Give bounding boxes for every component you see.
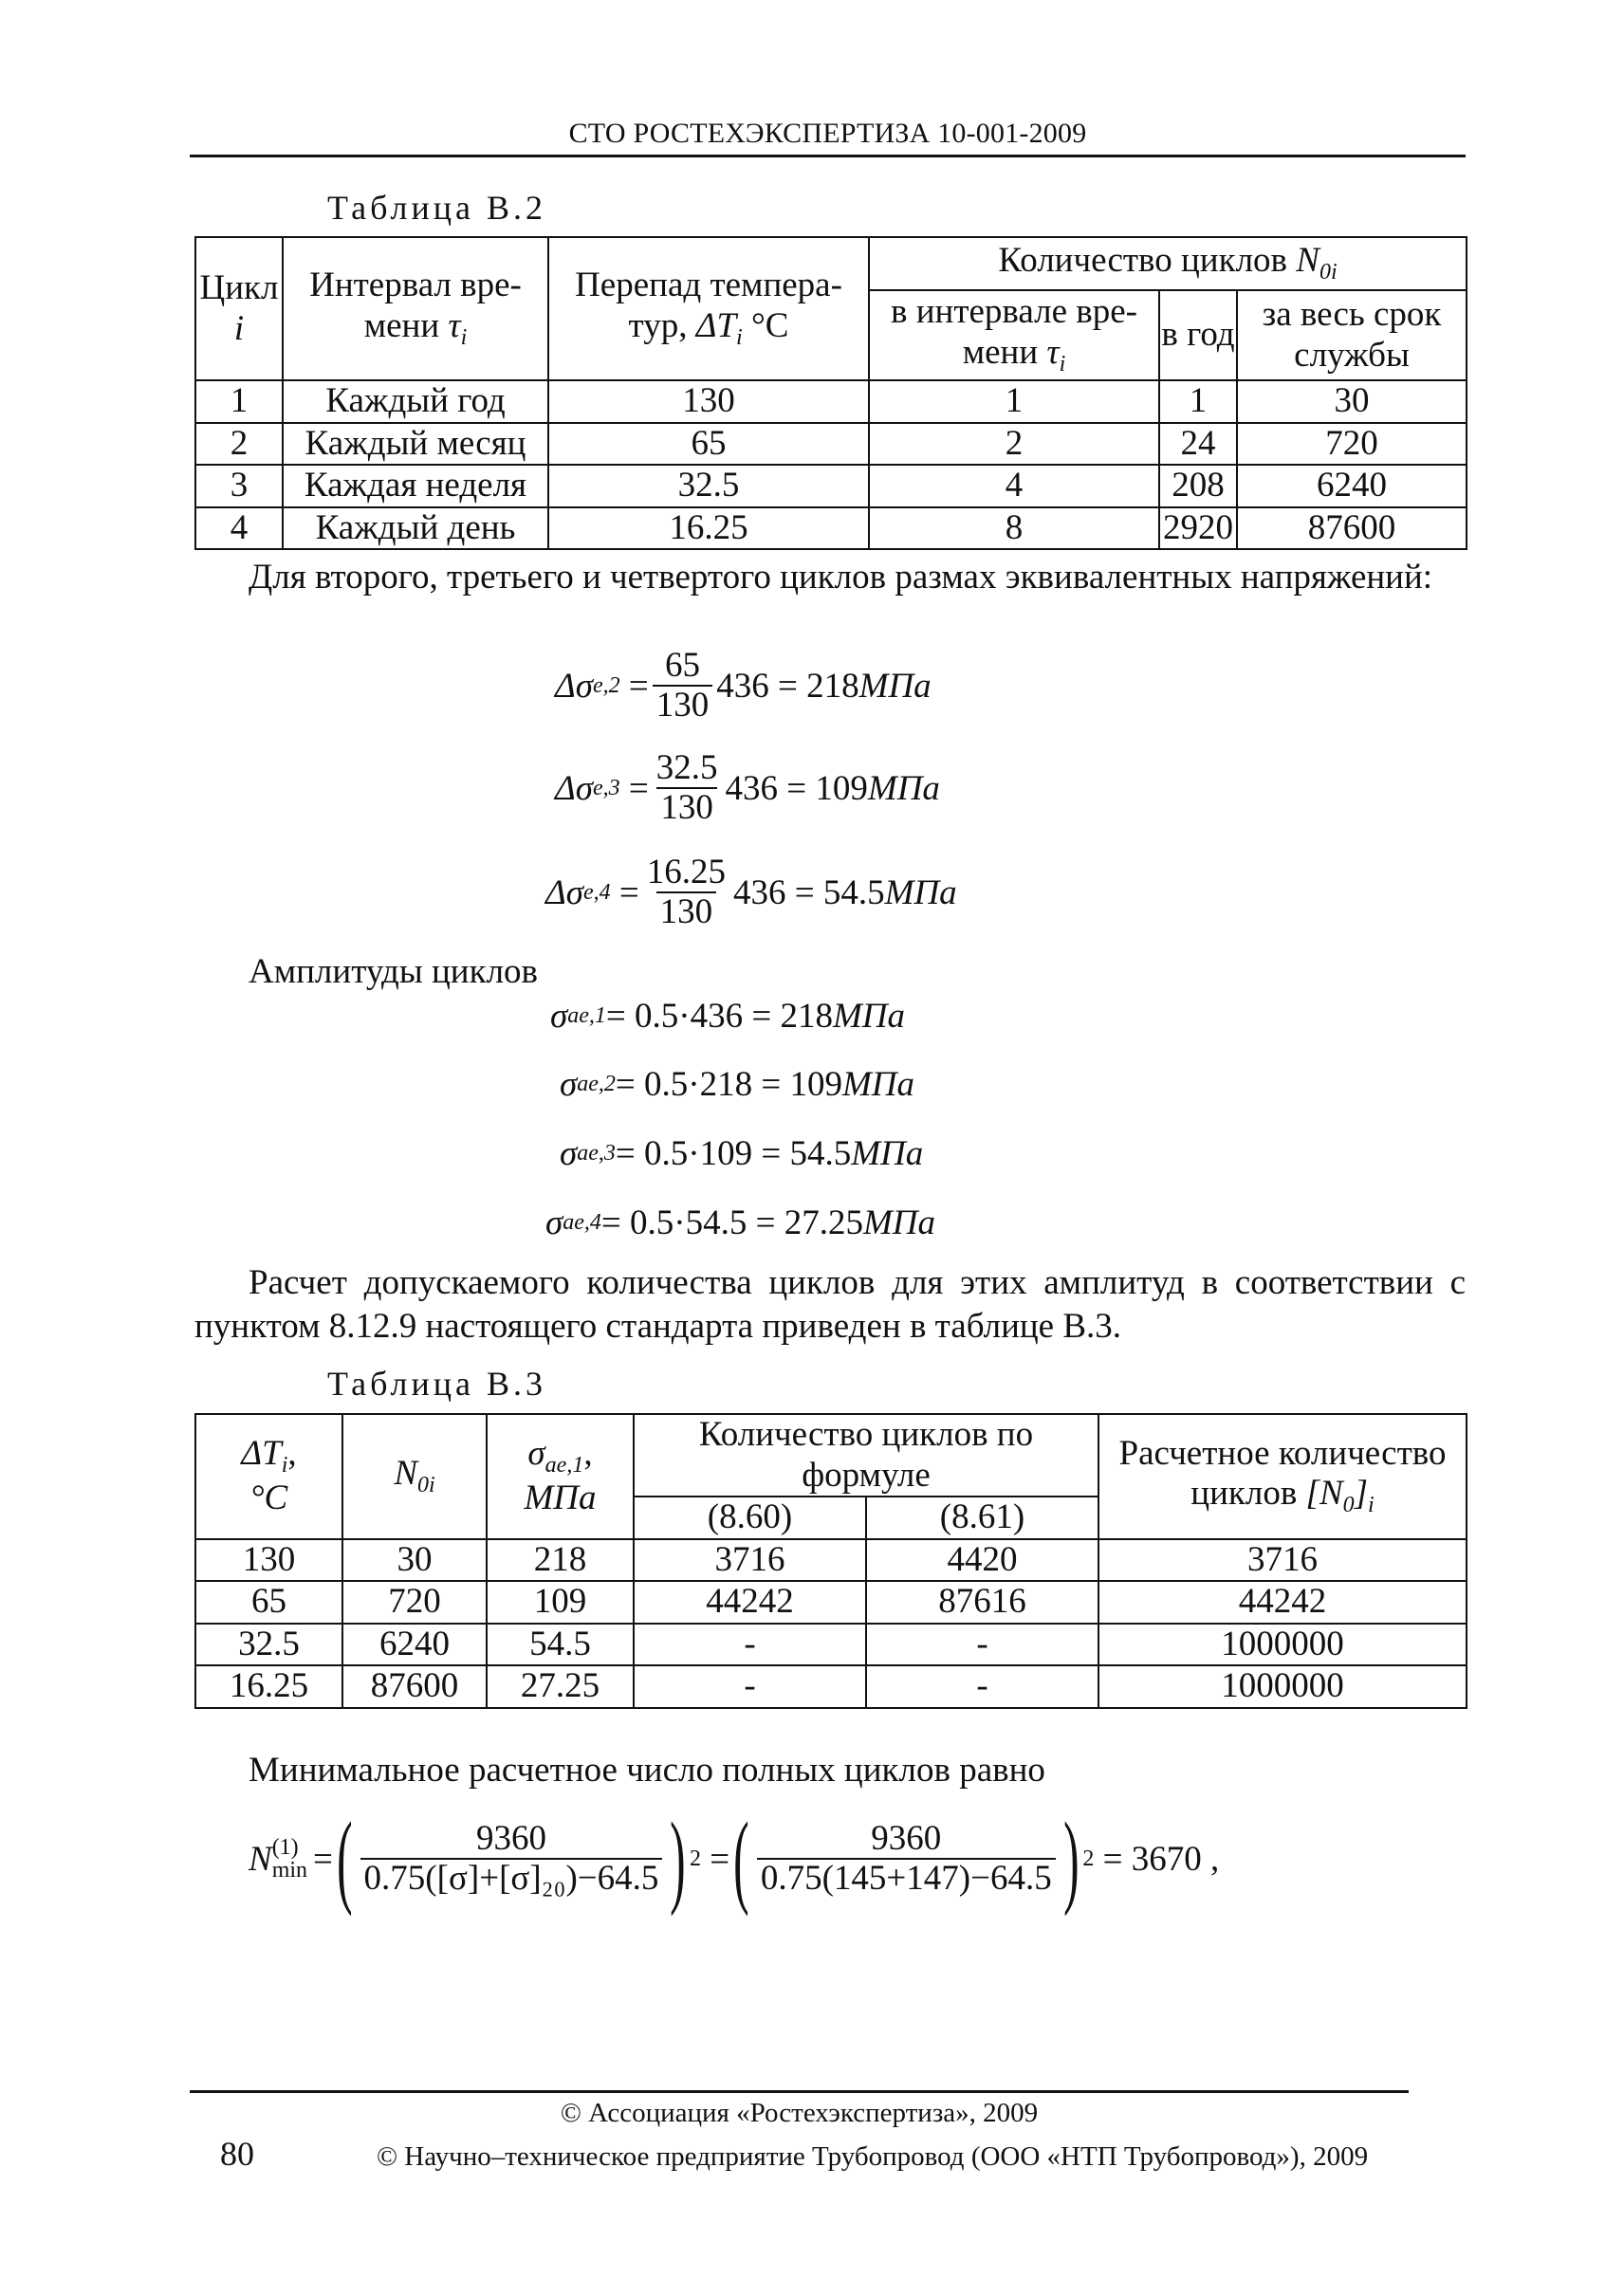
cell-interval: Каждый месяц [283, 423, 548, 466]
formula-n-min: N (1) min = ( $\frac{9360}{\text{0.75([σ]+[σ]₂₀)−64.5}}$ ) 2 = ( $\frac{9360}{0.75(145+147)-64.5}$ ) 2 = 3670 , [249, 1801, 1220, 1917]
cell-f860: 44242 [634, 1581, 866, 1624]
cell-n-year: 24 [1159, 423, 1237, 466]
footer-copyright-ntp: © Научно–техническое предприятие Трубопровод (ООО «НТП Трубопровод»), 2009 [377, 2141, 1369, 2172]
header-dt: $\Delta T_i$, °C [195, 1414, 342, 1539]
cell-n-total: 87600 [1237, 507, 1467, 550]
cell-calc: 44242 [1098, 1581, 1467, 1624]
cell-sigma: 27.25 [487, 1665, 634, 1708]
cell-interval: Каждый год [283, 380, 548, 423]
cell-sigma: 218 [487, 1539, 634, 1582]
table-row [195, 1665, 1467, 1708]
table-row [195, 465, 1467, 507]
cell-n-total: 720 [1237, 423, 1467, 466]
cell-n-total: 30 [1237, 380, 1467, 423]
cell-n-year: 2920 [1159, 507, 1237, 550]
table-row [195, 380, 1467, 423]
footer-rule [190, 2090, 1409, 2093]
cell-dt: 65 [195, 1581, 342, 1624]
cell-f860: - [634, 1624, 866, 1666]
header-rule [190, 155, 1466, 157]
table-row [195, 423, 1467, 466]
header-n0: $N_{0i}$ [342, 1414, 487, 1539]
formula-amp-1: σ ae,1 = 0.5·436 = 218 МПа [550, 997, 906, 1036]
cell-f861: - [866, 1624, 1098, 1666]
paragraph-ranges: Для второго, третьего и четвертого циклов размах эквивалентных напряжений: [249, 558, 1433, 597]
cell-n-interval: 4 [869, 465, 1159, 507]
table-b2-caption: Таблица В.2 [327, 189, 546, 227]
header-count-group: Количество циклов $N_{0i}$ [869, 237, 1467, 290]
formula-amp-2: σ ae,2 = 0.5·218 = 109 МПа [560, 1065, 915, 1104]
cell-n0: 87600 [342, 1665, 487, 1708]
table-b3-caption: Таблица В.3 [327, 1365, 546, 1403]
cell-sigma: 54.5 [487, 1624, 634, 1666]
cell-n-total: 6240 [1237, 465, 1467, 507]
paragraph-allowable: Расчет допускаемого количества циклов для этих амплитуд в соответствии с пунктом 8.12.9 настоящего стандарта приведен в таблице В.3. [194, 1263, 1466, 1346]
cell-n0: 720 [342, 1581, 487, 1624]
table-row [195, 1581, 1467, 1624]
page-number: 80 [220, 2135, 254, 2173]
cell-dt: 32.5 [195, 1624, 342, 1666]
cell-calc: 1000000 [1098, 1624, 1467, 1666]
cell-interval: Каждая неделя [283, 465, 548, 507]
table-row [195, 1539, 1467, 1582]
cell-dt: 65 [548, 423, 869, 466]
cell-dt: 16.25 [195, 1665, 342, 1708]
cell-dt: 16.25 [548, 507, 869, 550]
cell-calc: 3716 [1098, 1539, 1467, 1582]
formula-range-4: Δσ e,4 = $\frac{16.25}{130}$ 436 = 54.5 МПа [545, 853, 957, 931]
header-formula-group: Количество циклов по формуле [634, 1414, 1098, 1497]
footer-copyright-association: © Ассоциация «Ростехэкспертиза», 2009 [560, 2098, 1039, 2128]
cell-dt: 130 [548, 380, 869, 423]
header-in-interval: в интервале вре-мени $\tau_i$ [869, 290, 1159, 380]
cell-f860: - [634, 1665, 866, 1708]
formula-amp-3: σ ae,3 = 0.5·109 = 54.5 МПа [560, 1134, 924, 1173]
cell-cycle: 1 [195, 380, 283, 423]
cell-n-interval: 2 [869, 423, 1159, 466]
cell-cycle: 3 [195, 465, 283, 507]
cell-sigma: 109 [487, 1581, 634, 1624]
header-whole-life: за весь срок службы [1237, 290, 1467, 380]
header-f860: (8.60) [634, 1497, 866, 1539]
cell-interval: Каждый день [283, 507, 548, 550]
table-b3 [194, 1413, 1467, 1709]
header-interval: Интервал вре-мени $\tau_i$ [283, 237, 548, 380]
header-sigma: $\sigma_{ae,1}$, МПа [487, 1414, 634, 1539]
cell-n0: 6240 [342, 1624, 487, 1666]
cell-n-interval: 1 [869, 380, 1159, 423]
page-header: СТО РОСТЕХЭКСПЕРТИЗА 10-001-2009 [568, 118, 1087, 149]
header-cycle: Цикл i [195, 237, 283, 380]
cell-n-year: 1 [1159, 380, 1237, 423]
cell-dt: 130 [195, 1539, 342, 1582]
cell-dt: 32.5 [548, 465, 869, 507]
formula-range-2: Δσ e,2 = $\frac{65}{130}$ 436 = 218 МПа [555, 646, 932, 725]
header-f861: (8.61) [866, 1497, 1098, 1539]
cell-n-interval: 8 [869, 507, 1159, 550]
cell-cycle: 2 [195, 423, 283, 466]
cell-f861: - [866, 1665, 1098, 1708]
amplitudes-label: Амплитуды циклов [249, 952, 538, 991]
header-delta-t: Перепад темпера-тур, $\Delta T_i$ °C [548, 237, 869, 380]
min-cycles-label: Минимальное расчетное число полных циклов равно [249, 1751, 1045, 1790]
header-calc: Расчетное количество циклов $[N_0]_i$ [1098, 1414, 1467, 1539]
formula-amp-4: σ ae,4 = 0.5·54.5 = 27.25 МПа [545, 1203, 936, 1242]
cell-n-year: 208 [1159, 465, 1237, 507]
header-per-year: в год [1159, 290, 1237, 380]
cell-f860: 3716 [634, 1539, 866, 1582]
cell-n0: 30 [342, 1539, 487, 1582]
table-b2 [194, 236, 1467, 550]
cell-calc: 1000000 [1098, 1665, 1467, 1708]
table-row [195, 507, 1467, 550]
cell-cycle: 4 [195, 507, 283, 550]
table-row [195, 1624, 1467, 1666]
formula-range-3: Δσ e,3 = $\frac{32.5}{130}$ 436 = 109 МПа [555, 748, 940, 827]
cell-f861: 87616 [866, 1581, 1098, 1624]
cell-f861: 4420 [866, 1539, 1098, 1582]
